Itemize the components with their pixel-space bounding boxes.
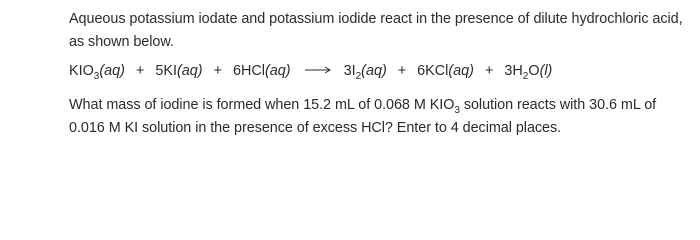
product-h2o-formula: H <box>512 63 523 79</box>
product-h2o-formula-end: O <box>528 63 540 79</box>
reactant-hcl-phase: (aq) <box>264 63 291 79</box>
reactant-kio3-phase: (aq) <box>99 63 125 79</box>
reactant-ki-formula: KI <box>163 63 177 79</box>
reactant-hcl-formula: HCl <box>241 63 265 79</box>
reaction-arrow-icon <box>305 65 331 75</box>
reactant-ki-coefficient: 5 <box>155 63 164 79</box>
reactant-ki <box>155 63 202 79</box>
product-kcl-phase: (aq) <box>448 63 474 79</box>
reactant-kio3-formula: KIO <box>69 63 94 79</box>
plus-sign: + <box>135 63 145 79</box>
question-text-part1: What mass of iodine is formed when 15.2 mL of 0.068 M KIO <box>69 97 455 113</box>
product-h2o-subscript: 2 <box>522 71 529 82</box>
product-kcl <box>417 63 474 79</box>
chemical-equation <box>69 60 552 83</box>
question-subscript: 3 <box>454 105 460 116</box>
product-i2 <box>343 63 387 82</box>
product-kcl-coefficient: 6 <box>417 63 426 79</box>
product-i2-formula: I <box>351 63 356 79</box>
question-text-part2: solution reacts with 30.6 mL of 0.016 M KI solution in the presence of excess HCl? Enter to 4 decimal places. <box>69 97 657 136</box>
product-i2-subscript: 2 <box>355 71 362 82</box>
product-h2o <box>504 63 553 82</box>
reactant-hcl <box>233 63 291 79</box>
question-text <box>69 94 689 140</box>
product-kcl-formula: KCl <box>425 63 449 79</box>
plus-sign: + <box>397 63 407 79</box>
product-h2o-phase: (l) <box>539 63 553 79</box>
reactant-hcl-coefficient: 6 <box>232 63 241 79</box>
product-i2-phase: (aq) <box>361 63 387 79</box>
reactant-kio3-subscript: 3 <box>93 71 100 82</box>
reactant-ki-phase: (aq) <box>176 63 203 79</box>
plus-sign: + <box>484 63 494 79</box>
intro-text: Aqueous potassium iodate and potassium iodide react in the presence of dilute hydrochloric acid, as shown below. <box>69 11 683 50</box>
reactant-kio3 <box>69 63 125 82</box>
product-i2-coefficient: 3 <box>343 63 352 79</box>
plus-sign: + <box>213 63 222 79</box>
product-h2o-coefficient: 3 <box>504 63 513 79</box>
